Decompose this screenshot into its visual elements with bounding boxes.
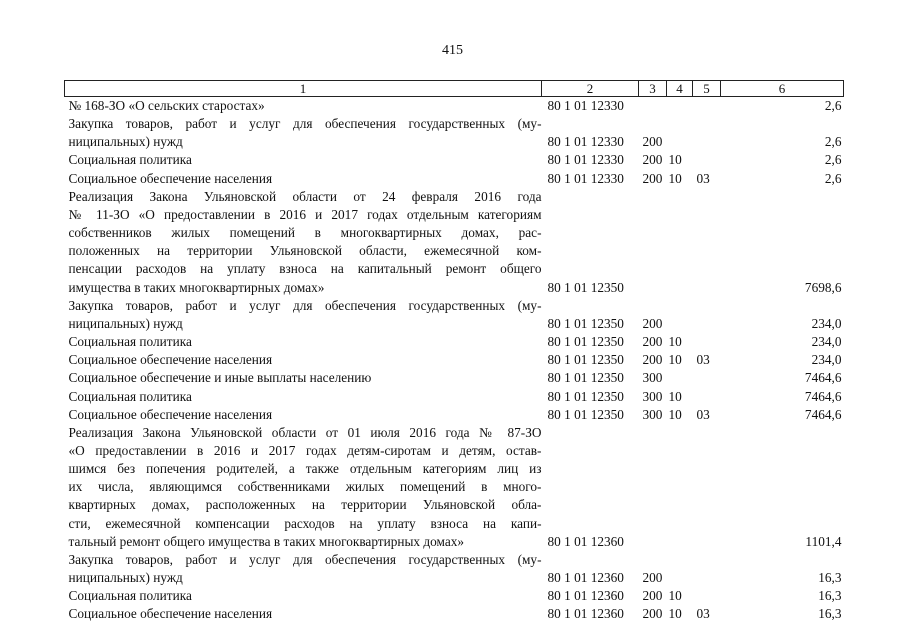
row-name xyxy=(65,351,542,369)
row-col-3: 200 xyxy=(642,352,663,368)
row-col-4 xyxy=(667,188,693,297)
row-col-5 xyxy=(693,587,721,605)
row-name-line: Закупка товаров, работ и услуг для обеспечения государственных (му- xyxy=(68,116,542,132)
row-col-3: 200 xyxy=(642,152,663,168)
table-row xyxy=(65,551,844,587)
row-name-line: Социальное обеспечение населения xyxy=(68,170,273,186)
row-col-3: 300 xyxy=(642,406,663,422)
row-name-line: их числа, являющимся собственниками жилых помещений в много- xyxy=(68,479,542,495)
row-col-5 xyxy=(693,188,721,297)
row-code: 80 1 01 12350 xyxy=(547,352,624,368)
row-amount: 2,6 xyxy=(824,134,842,150)
row-col-5 xyxy=(693,97,721,116)
row-amount: 2,6 xyxy=(824,170,842,186)
row-name-line: «О предоставлении в 2016 и 2017 годах детям-сиротам и детям, остав- xyxy=(68,442,542,458)
row-col-4: 10 xyxy=(668,588,682,604)
row-col-5 xyxy=(693,115,721,151)
row-amount: 234,0 xyxy=(811,334,842,350)
table-row xyxy=(65,424,844,551)
row-name xyxy=(65,297,542,333)
row-name xyxy=(65,388,542,406)
row-col-5 xyxy=(693,551,721,587)
row-name-line: Закупка товаров, работ и услуг для обеспечения государственных (му- xyxy=(68,297,542,313)
row-name-line: квартирных домах, расположенных на территории Ульяновской обла- xyxy=(68,497,542,513)
row-col-4 xyxy=(667,297,693,333)
row-name xyxy=(65,424,542,551)
row-name xyxy=(65,587,542,605)
header-col-4: 4 xyxy=(667,81,693,97)
row-name-line: собственников жилых помещений в многоквартирных домах, рас- xyxy=(68,225,542,241)
row-code: 80 1 01 12330 xyxy=(547,152,624,168)
row-col-3 xyxy=(639,97,667,116)
row-col-4 xyxy=(667,551,693,587)
row-amount: 7698,6 xyxy=(804,279,842,295)
table-row xyxy=(65,369,844,387)
budget-table xyxy=(64,80,844,624)
row-col-5: 03 xyxy=(696,352,710,368)
row-col-5: 03 xyxy=(696,606,710,622)
row-code: 80 1 01 12360 xyxy=(547,588,624,604)
row-amount: 16,3 xyxy=(818,570,842,586)
row-name-line: тальный ремонт общего имущества в таких многоквартирных домах» xyxy=(68,533,465,549)
row-col-3: 200 xyxy=(642,606,663,622)
row-name-line: ниципальных) нужд xyxy=(68,315,183,331)
row-name-line: сти, ежемесячной компенсации расходов на уплату взноса на капи- xyxy=(68,515,542,531)
row-name-line: Социальная политика xyxy=(68,334,192,350)
row-name xyxy=(65,170,542,188)
row-col-4 xyxy=(667,97,693,116)
row-col-5 xyxy=(693,297,721,333)
row-name xyxy=(65,369,542,387)
row-name-line: Реализация Закона Ульяновской области от 24 февраля 2016 года xyxy=(68,188,542,204)
row-amount: 2,6 xyxy=(824,152,842,168)
row-code: 80 1 01 12330 xyxy=(547,170,624,186)
row-name-line: Реализация Закона Ульяновской области от 01 июля 2016 года № 87-ЗО xyxy=(68,424,542,440)
row-code: 80 1 01 12350 xyxy=(547,334,624,350)
table-row xyxy=(65,188,844,297)
row-name-line: ниципальных) нужд xyxy=(68,570,183,586)
row-code: 80 1 01 12330 xyxy=(547,98,624,113)
row-col-4 xyxy=(667,424,693,551)
row-col-4 xyxy=(667,369,693,387)
row-col-4: 10 xyxy=(668,152,682,168)
row-code: 80 1 01 12350 xyxy=(547,388,624,404)
table-row xyxy=(65,170,844,188)
row-col-5 xyxy=(693,388,721,406)
header-col-2: 2 xyxy=(542,81,639,97)
row-col-4 xyxy=(667,115,693,151)
row-name-line: шимся без попечения родителей, а также отдельным категориям лиц из xyxy=(68,461,542,477)
row-col-3: 200 xyxy=(642,570,663,586)
row-name-line: пенсации расходов на уплату взноса на капитальный ремонт общего xyxy=(68,261,542,277)
row-name-line: Социальная политика xyxy=(68,152,192,168)
row-name xyxy=(65,605,542,623)
row-col-4: 10 xyxy=(668,388,682,404)
row-amount: 7464,6 xyxy=(804,370,842,386)
header-row xyxy=(65,81,844,97)
row-code: 80 1 01 12360 xyxy=(547,533,624,549)
row-col-5 xyxy=(693,369,721,387)
row-name xyxy=(65,115,542,151)
table-row xyxy=(65,297,844,333)
row-amount: 7464,6 xyxy=(804,406,842,422)
row-name-line: № 168-ЗО «О сельских старостах» xyxy=(68,98,265,113)
row-col-3: 200 xyxy=(642,588,663,604)
row-name-line: Социальное обеспечение и иные выплаты населению xyxy=(68,370,372,386)
row-name-line: Социальное обеспечение населения xyxy=(68,606,273,622)
row-code: 80 1 01 12330 xyxy=(547,134,624,150)
row-amount: 1101,4 xyxy=(805,533,842,549)
row-col-4: 10 xyxy=(668,334,682,350)
row-col-3: 200 xyxy=(642,315,663,331)
header-col-1: 1 xyxy=(65,81,542,97)
table-row xyxy=(65,406,844,424)
row-name-line: ниципальных) нужд xyxy=(68,134,183,150)
row-name xyxy=(65,97,542,116)
row-name-line: имущества в таких многоквартирных домах» xyxy=(68,279,325,295)
row-col-3: 200 xyxy=(642,170,663,186)
row-col-4: 10 xyxy=(668,352,682,368)
row-col-5: 03 xyxy=(696,170,710,186)
row-name xyxy=(65,551,542,587)
row-col-3 xyxy=(639,188,667,297)
table-header xyxy=(65,81,844,97)
header-col-5: 5 xyxy=(693,81,721,97)
row-code: 80 1 01 12350 xyxy=(547,279,624,295)
row-amount: 16,3 xyxy=(818,588,842,604)
table-row xyxy=(65,333,844,351)
row-name xyxy=(65,406,542,424)
row-code: 80 1 01 12360 xyxy=(547,570,624,586)
row-col-3: 300 xyxy=(642,370,663,386)
row-col-4: 10 xyxy=(668,406,682,422)
row-code: 80 1 01 12360 xyxy=(547,606,624,622)
row-name xyxy=(65,151,542,169)
row-name-line: положенных на территории Ульяновской области, ежемесячной ком- xyxy=(68,243,542,259)
table-row xyxy=(65,351,844,369)
header-col-3: 3 xyxy=(639,81,667,97)
table-body xyxy=(65,97,844,624)
page-number: 415 xyxy=(442,43,463,58)
row-amount: 2,6 xyxy=(824,98,842,113)
table-row xyxy=(65,151,844,169)
row-col-3 xyxy=(639,424,667,551)
table-row xyxy=(65,97,844,116)
row-code: 80 1 01 12350 xyxy=(547,315,624,331)
row-col-5: 03 xyxy=(696,406,710,422)
row-amount: 7464,6 xyxy=(804,388,842,404)
row-name xyxy=(65,333,542,351)
row-col-5 xyxy=(693,333,721,351)
row-amount: 16,3 xyxy=(818,606,842,622)
row-col-5 xyxy=(693,151,721,169)
table-row xyxy=(65,605,844,623)
row-amount: 234,0 xyxy=(811,352,842,368)
row-code: 80 1 01 12350 xyxy=(547,406,624,422)
row-col-3: 200 xyxy=(642,334,663,350)
row-col-4: 10 xyxy=(668,606,682,622)
row-name xyxy=(65,188,542,297)
row-name-line: Социальная политика xyxy=(68,388,192,404)
row-col-3: 300 xyxy=(642,388,663,404)
row-name-line: Закупка товаров, работ и услуг для обеспечения государственных (му- xyxy=(68,551,542,567)
row-col-4: 10 xyxy=(668,170,682,186)
table-row xyxy=(65,587,844,605)
row-col-5 xyxy=(693,424,721,551)
table-row xyxy=(65,388,844,406)
row-name-line: № 11-ЗО «О предоставлении в 2016 и 2017 годах отдельным категориям xyxy=(68,206,542,222)
row-col-3: 200 xyxy=(642,134,663,150)
row-amount: 234,0 xyxy=(811,315,842,331)
row-name-line: Социальная политика xyxy=(68,588,192,604)
row-name-line: Социальное обеспечение населения xyxy=(68,406,273,422)
table-row xyxy=(65,115,844,151)
row-code: 80 1 01 12350 xyxy=(547,370,624,386)
header-col-6: 6 xyxy=(721,81,844,97)
row-name-line: Социальное обеспечение населения xyxy=(68,352,273,368)
